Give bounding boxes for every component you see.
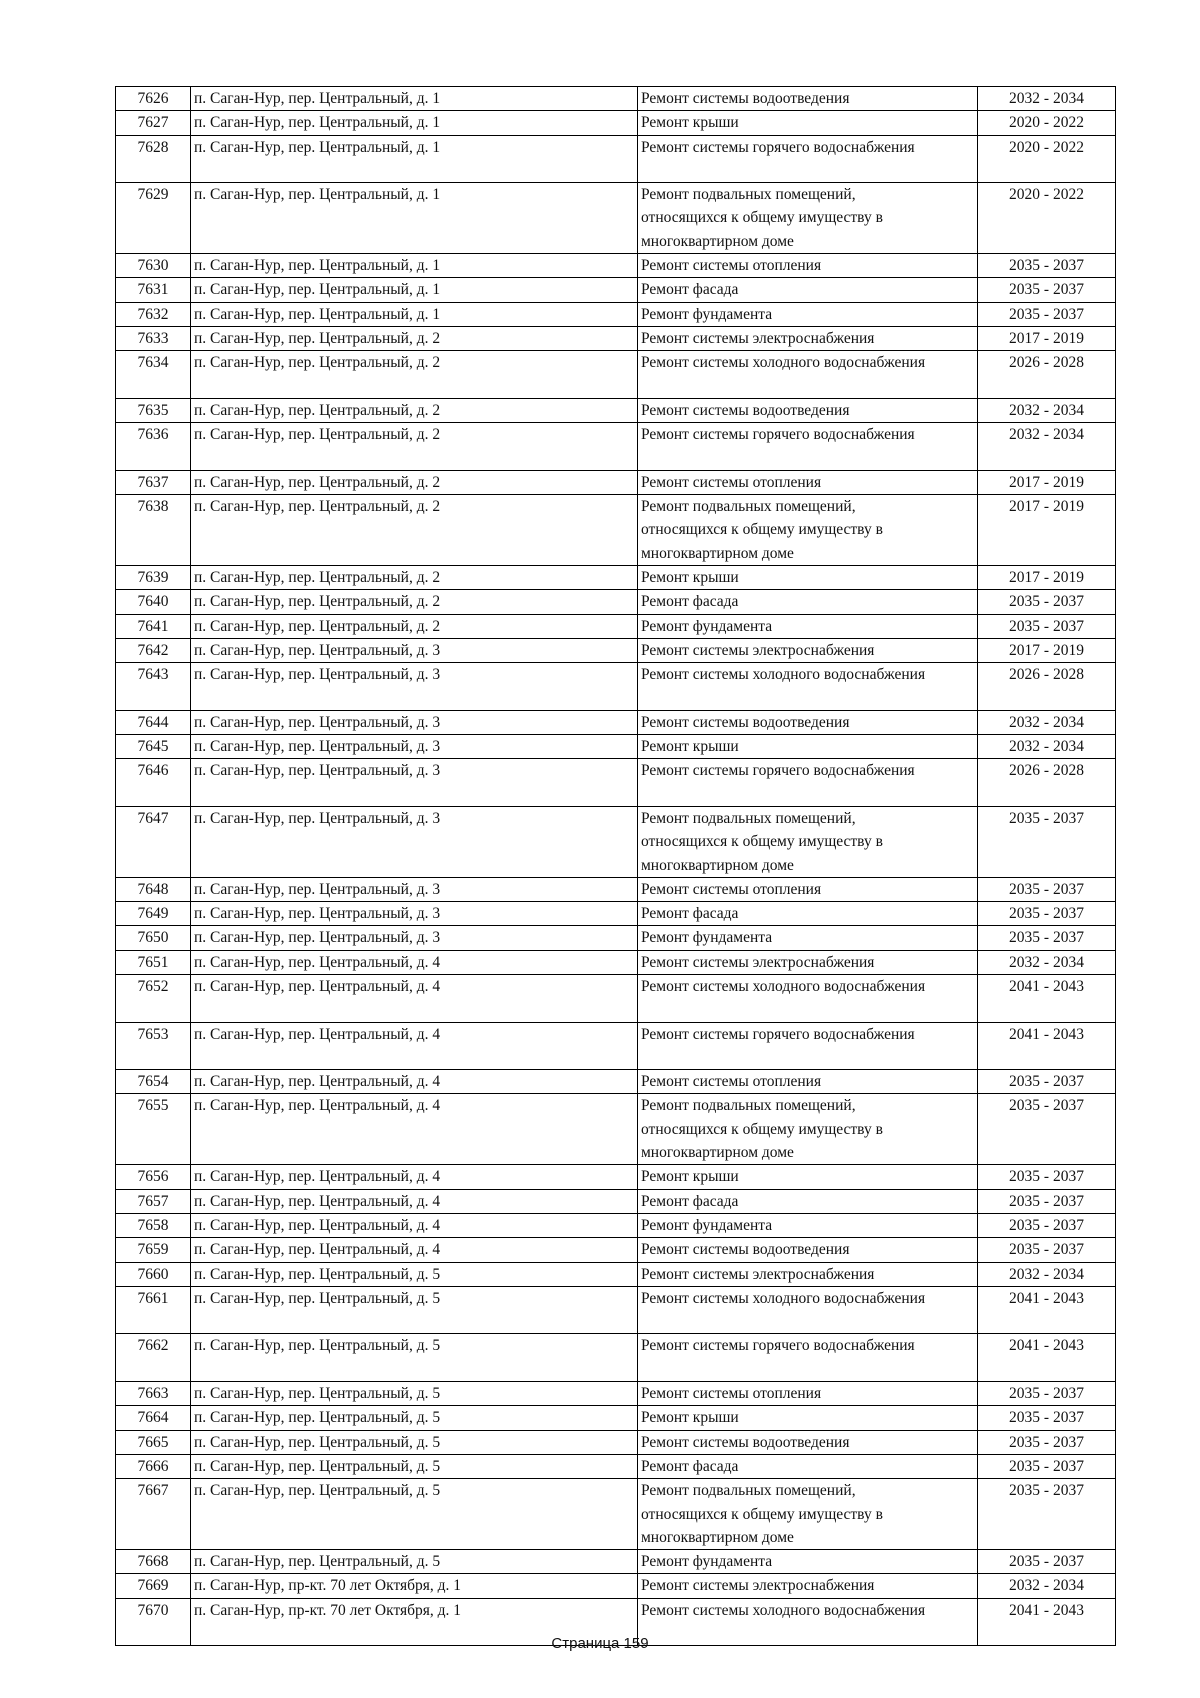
address-cell: п. Саган-Нур, пер. Центральный, д. 3 (191, 926, 638, 950)
address-cell: п. Саган-Нур, пер. Центральный, д. 2 (191, 495, 638, 566)
address-cell: п. Саган-Нур, пер. Центральный, д. 3 (191, 735, 638, 759)
period-cell: 2026 - 2028 (978, 663, 1116, 711)
table-row (116, 759, 1116, 807)
address-cell: п. Саган-Нур, пер. Центральный, д. 3 (191, 806, 638, 877)
period-cell: 2020 - 2022 (978, 135, 1116, 183)
table-row (116, 1454, 1116, 1478)
period-cell: 2041 - 2043 (978, 1598, 1116, 1646)
row-number-cell: 7666 (116, 1454, 191, 1478)
row-number-cell: 7661 (116, 1286, 191, 1334)
period-cell: 2035 - 2037 (978, 902, 1116, 926)
row-number-cell: 7668 (116, 1550, 191, 1574)
row-number-cell: 7652 (116, 974, 191, 1022)
period-cell: 2041 - 2043 (978, 1334, 1116, 1382)
address-cell: п. Саган-Нур, пер. Центральный, д. 4 (191, 1070, 638, 1094)
row-number-cell: 7644 (116, 710, 191, 734)
work-type-cell: Ремонт подвальных помещений, относящихся к общему имуществу в многоквартирном доме (638, 183, 978, 254)
address-cell: п. Саган-Нур, пер. Центральный, д. 2 (191, 470, 638, 494)
row-number-cell: 7638 (116, 495, 191, 566)
row-number-cell: 7655 (116, 1094, 191, 1165)
address-cell: п. Саган-Нур, пер. Центральный, д. 5 (191, 1479, 638, 1550)
table-body (116, 87, 1116, 1646)
work-type-cell: Ремонт крыши (638, 1406, 978, 1430)
address-cell: п. Саган-Нур, пер. Центральный, д. 5 (191, 1382, 638, 1406)
address-cell: п. Саган-Нур, пр-кт. 70 лет Октября, д. 1 (191, 1598, 638, 1646)
address-cell: п. Саган-Нур, пер. Центральный, д. 3 (191, 638, 638, 662)
row-number-cell: 7631 (116, 278, 191, 302)
address-cell: п. Саган-Нур, пер. Центральный, д. 4 (191, 1165, 638, 1189)
work-type-cell: Ремонт фасада (638, 902, 978, 926)
period-cell: 2035 - 2037 (978, 806, 1116, 877)
row-number-cell: 7626 (116, 87, 191, 111)
table-row (116, 1238, 1116, 1262)
address-cell: п. Саган-Нур, пер. Центральный, д. 1 (191, 111, 638, 135)
period-cell: 2017 - 2019 (978, 638, 1116, 662)
address-cell: п. Саган-Нур, пер. Центральный, д. 1 (191, 278, 638, 302)
period-cell: 2035 - 2037 (978, 1238, 1116, 1262)
row-number-cell: 7654 (116, 1070, 191, 1094)
address-cell: п. Саган-Нур, пер. Центральный, д. 4 (191, 1189, 638, 1213)
address-cell: п. Саган-Нур, пер. Центральный, д. 5 (191, 1262, 638, 1286)
table-row (116, 806, 1116, 877)
work-type-cell: Ремонт системы отопления (638, 877, 978, 901)
work-type-cell: Ремонт крыши (638, 1165, 978, 1189)
period-cell: 2017 - 2019 (978, 470, 1116, 494)
period-cell: 2035 - 2037 (978, 1213, 1116, 1237)
work-type-cell: Ремонт системы водоотведения (638, 1430, 978, 1454)
work-type-cell: Ремонт системы горячего водоснабжения (638, 135, 978, 183)
address-cell: п. Саган-Нур, пер. Центральный, д. 3 (191, 902, 638, 926)
row-number-cell: 7656 (116, 1165, 191, 1189)
table-row (116, 710, 1116, 734)
row-number-cell: 7670 (116, 1598, 191, 1646)
row-number-cell: 7628 (116, 135, 191, 183)
work-type-cell: Ремонт фасада (638, 1189, 978, 1213)
table-row (116, 638, 1116, 662)
row-number-cell: 7646 (116, 759, 191, 807)
row-number-cell: 7642 (116, 638, 191, 662)
row-number-cell: 7641 (116, 614, 191, 638)
work-type-cell: Ремонт системы отопления (638, 1070, 978, 1094)
address-cell: п. Саган-Нур, пер. Центральный, д. 2 (191, 326, 638, 350)
period-cell: 2035 - 2037 (978, 590, 1116, 614)
work-type-cell: Ремонт подвальных помещений, относящихся к общему имуществу в многоквартирном доме (638, 495, 978, 566)
period-cell: 2035 - 2037 (978, 1070, 1116, 1094)
address-cell: п. Саган-Нур, пер. Центральный, д. 5 (191, 1550, 638, 1574)
period-cell: 2017 - 2019 (978, 326, 1116, 350)
work-type-cell: Ремонт фасада (638, 278, 978, 302)
page-number: Страница 159 (551, 1635, 649, 1652)
address-cell: п. Саган-Нур, пер. Центральный, д. 5 (191, 1286, 638, 1334)
row-number-cell: 7667 (116, 1479, 191, 1550)
work-type-cell: Ремонт системы электроснабжения (638, 1262, 978, 1286)
table-row (116, 877, 1116, 901)
period-cell: 2032 - 2034 (978, 735, 1116, 759)
table-row (116, 135, 1116, 183)
address-cell: п. Саган-Нур, пр-кт. 70 лет Октября, д. 1 (191, 1574, 638, 1598)
row-number-cell: 7647 (116, 806, 191, 877)
table-row (116, 565, 1116, 589)
work-type-cell: Ремонт системы холодного водоснабжения (638, 974, 978, 1022)
work-type-cell: Ремонт фундамента (638, 1550, 978, 1574)
table-row (116, 87, 1116, 111)
period-cell: 2035 - 2037 (978, 1430, 1116, 1454)
period-cell: 2032 - 2034 (978, 423, 1116, 471)
address-cell: п. Саган-Нур, пер. Центральный, д. 1 (191, 183, 638, 254)
work-type-cell: Ремонт подвальных помещений, относящихся к общему имуществу в многоквартирном доме (638, 806, 978, 877)
work-type-cell: Ремонт фасада (638, 1454, 978, 1478)
work-type-cell: Ремонт системы отопления (638, 470, 978, 494)
work-type-cell: Ремонт системы водоотведения (638, 87, 978, 111)
work-type-cell: Ремонт системы электроснабжения (638, 326, 978, 350)
table-row (116, 1382, 1116, 1406)
period-cell: 2032 - 2034 (978, 1262, 1116, 1286)
row-number-cell: 7634 (116, 351, 191, 399)
table-row (116, 902, 1116, 926)
period-cell: 2035 - 2037 (978, 1094, 1116, 1165)
period-cell: 2035 - 2037 (978, 254, 1116, 278)
period-cell: 2035 - 2037 (978, 1165, 1116, 1189)
period-cell: 2032 - 2034 (978, 950, 1116, 974)
work-type-cell: Ремонт системы горячего водоснабжения (638, 423, 978, 471)
table-row (116, 1479, 1116, 1550)
row-number-cell: 7640 (116, 590, 191, 614)
row-number-cell: 7648 (116, 877, 191, 901)
work-type-cell: Ремонт системы отопления (638, 254, 978, 278)
row-number-cell: 7635 (116, 398, 191, 422)
work-type-cell: Ремонт системы горячего водоснабжения (638, 1334, 978, 1382)
row-number-cell: 7633 (116, 326, 191, 350)
row-number-cell: 7665 (116, 1430, 191, 1454)
table-row (116, 1286, 1116, 1334)
address-cell: п. Саган-Нур, пер. Центральный, д. 5 (191, 1430, 638, 1454)
table-row (116, 1262, 1116, 1286)
row-number-cell: 7639 (116, 565, 191, 589)
table-row (116, 1550, 1116, 1574)
table-row (116, 974, 1116, 1022)
period-cell: 2035 - 2037 (978, 1189, 1116, 1213)
address-cell: п. Саган-Нур, пер. Центральный, д. 4 (191, 1213, 638, 1237)
period-cell: 2032 - 2034 (978, 1574, 1116, 1598)
address-cell: п. Саган-Нур, пер. Центральный, д. 2 (191, 614, 638, 638)
table-row (116, 1189, 1116, 1213)
address-cell: п. Саган-Нур, пер. Центральный, д. 3 (191, 759, 638, 807)
period-cell: 2035 - 2037 (978, 1479, 1116, 1550)
address-cell: п. Саган-Нур, пер. Центральный, д. 1 (191, 87, 638, 111)
address-cell: п. Саган-Нур, пер. Центральный, д. 4 (191, 974, 638, 1022)
work-type-cell: Ремонт системы водоотведения (638, 398, 978, 422)
row-number-cell: 7659 (116, 1238, 191, 1262)
table-row (116, 1094, 1116, 1165)
table-row (116, 950, 1116, 974)
row-number-cell: 7657 (116, 1189, 191, 1213)
period-cell: 2035 - 2037 (978, 1406, 1116, 1430)
address-cell: п. Саган-Нур, пер. Центральный, д. 3 (191, 710, 638, 734)
address-cell: п. Саган-Нур, пер. Центральный, д. 2 (191, 351, 638, 399)
work-type-cell: Ремонт системы электроснабжения (638, 638, 978, 662)
table-row (116, 1022, 1116, 1070)
work-type-cell: Ремонт крыши (638, 735, 978, 759)
period-cell: 2032 - 2034 (978, 87, 1116, 111)
work-type-cell: Ремонт фундамента (638, 302, 978, 326)
row-number-cell: 7650 (116, 926, 191, 950)
table-row (116, 111, 1116, 135)
address-cell: п. Саган-Нур, пер. Центральный, д. 5 (191, 1334, 638, 1382)
period-cell: 2035 - 2037 (978, 278, 1116, 302)
table-row (116, 1406, 1116, 1430)
period-cell: 2026 - 2028 (978, 759, 1116, 807)
table-row (116, 590, 1116, 614)
address-cell: п. Саган-Нур, пер. Центральный, д. 4 (191, 950, 638, 974)
period-cell: 2035 - 2037 (978, 614, 1116, 638)
table-row (116, 1165, 1116, 1189)
row-number-cell: 7630 (116, 254, 191, 278)
address-cell: п. Саган-Нур, пер. Центральный, д. 4 (191, 1022, 638, 1070)
address-cell: п. Саган-Нур, пер. Центральный, д. 2 (191, 590, 638, 614)
table-row (116, 470, 1116, 494)
address-cell: п. Саган-Нур, пер. Центральный, д. 5 (191, 1406, 638, 1430)
work-type-cell: Ремонт системы холодного водоснабжения (638, 1598, 978, 1646)
address-cell: п. Саган-Нур, пер. Центральный, д. 1 (191, 254, 638, 278)
table-row (116, 1430, 1116, 1454)
row-number-cell: 7627 (116, 111, 191, 135)
row-number-cell: 7653 (116, 1022, 191, 1070)
row-number-cell: 7669 (116, 1574, 191, 1598)
table-row (116, 495, 1116, 566)
work-type-cell: Ремонт фундамента (638, 614, 978, 638)
work-type-cell: Ремонт системы холодного водоснабжения (638, 1286, 978, 1334)
table-row (116, 926, 1116, 950)
period-cell: 2017 - 2019 (978, 495, 1116, 566)
period-cell: 2035 - 2037 (978, 1454, 1116, 1478)
table-row (116, 1070, 1116, 1094)
work-type-cell: Ремонт подвальных помещений, относящихся к общему имуществу в многоквартирном доме (638, 1094, 978, 1165)
work-type-cell: Ремонт системы водоотведения (638, 1238, 978, 1262)
work-type-cell: Ремонт фундамента (638, 926, 978, 950)
work-type-cell: Ремонт фасада (638, 590, 978, 614)
address-cell: п. Саган-Нур, пер. Центральный, д. 3 (191, 663, 638, 711)
period-cell: 2020 - 2022 (978, 111, 1116, 135)
address-cell: п. Саган-Нур, пер. Центральный, д. 2 (191, 423, 638, 471)
table-row (116, 326, 1116, 350)
address-cell: п. Саган-Нур, пер. Центральный, д. 2 (191, 565, 638, 589)
table-row (116, 423, 1116, 471)
row-number-cell: 7662 (116, 1334, 191, 1382)
work-type-cell: Ремонт системы отопления (638, 1382, 978, 1406)
period-cell: 2035 - 2037 (978, 877, 1116, 901)
address-cell: п. Саган-Нур, пер. Центральный, д. 4 (191, 1238, 638, 1262)
work-type-cell: Ремонт крыши (638, 111, 978, 135)
table-row (116, 1334, 1116, 1382)
table-row (116, 351, 1116, 399)
address-cell: п. Саган-Нур, пер. Центральный, д. 5 (191, 1454, 638, 1478)
period-cell: 2035 - 2037 (978, 926, 1116, 950)
table-row (116, 735, 1116, 759)
address-cell: п. Саган-Нур, пер. Центральный, д. 1 (191, 302, 638, 326)
period-cell: 2032 - 2034 (978, 398, 1116, 422)
work-type-cell: Ремонт системы горячего водоснабжения (638, 1022, 978, 1070)
period-cell: 2017 - 2019 (978, 565, 1116, 589)
row-number-cell: 7664 (116, 1406, 191, 1430)
work-type-cell: Ремонт системы электроснабжения (638, 950, 978, 974)
work-type-cell: Ремонт подвальных помещений, относящихся к общему имуществу в многоквартирном доме (638, 1479, 978, 1550)
row-number-cell: 7643 (116, 663, 191, 711)
period-cell: 2041 - 2043 (978, 1022, 1116, 1070)
row-number-cell: 7629 (116, 183, 191, 254)
row-number-cell: 7658 (116, 1213, 191, 1237)
period-cell: 2041 - 2043 (978, 1286, 1116, 1334)
row-number-cell: 7651 (116, 950, 191, 974)
table-row (116, 183, 1116, 254)
table-row (116, 398, 1116, 422)
period-cell: 2020 - 2022 (978, 183, 1116, 254)
row-number-cell: 7663 (116, 1382, 191, 1406)
row-number-cell: 7660 (116, 1262, 191, 1286)
period-cell: 2026 - 2028 (978, 351, 1116, 399)
table-row (116, 663, 1116, 711)
repair-schedule-table (115, 86, 1116, 1646)
table-row (116, 614, 1116, 638)
work-type-cell: Ремонт системы холодного водоснабжения (638, 663, 978, 711)
table-row (116, 302, 1116, 326)
period-cell: 2035 - 2037 (978, 1382, 1116, 1406)
address-cell: п. Саган-Нур, пер. Центральный, д. 4 (191, 1094, 638, 1165)
address-cell: п. Саган-Нур, пер. Центральный, д. 2 (191, 398, 638, 422)
address-cell: п. Саган-Нур, пер. Центральный, д. 1 (191, 135, 638, 183)
row-number-cell: 7645 (116, 735, 191, 759)
period-cell: 2032 - 2034 (978, 710, 1116, 734)
period-cell: 2035 - 2037 (978, 1550, 1116, 1574)
row-number-cell: 7649 (116, 902, 191, 926)
table-row (116, 254, 1116, 278)
work-type-cell: Ремонт системы холодного водоснабжения (638, 351, 978, 399)
row-number-cell: 7637 (116, 470, 191, 494)
table-row (116, 278, 1116, 302)
work-type-cell: Ремонт системы горячего водоснабжения (638, 759, 978, 807)
work-type-cell: Ремонт системы водоотведения (638, 710, 978, 734)
row-number-cell: 7632 (116, 302, 191, 326)
work-type-cell: Ремонт крыши (638, 565, 978, 589)
address-cell: п. Саган-Нур, пер. Центральный, д. 3 (191, 877, 638, 901)
table-row (116, 1213, 1116, 1237)
work-type-cell: Ремонт системы электроснабжения (638, 1574, 978, 1598)
table-row (116, 1574, 1116, 1598)
period-cell: 2035 - 2037 (978, 302, 1116, 326)
row-number-cell: 7636 (116, 423, 191, 471)
period-cell: 2041 - 2043 (978, 974, 1116, 1022)
work-type-cell: Ремонт фундамента (638, 1213, 978, 1237)
